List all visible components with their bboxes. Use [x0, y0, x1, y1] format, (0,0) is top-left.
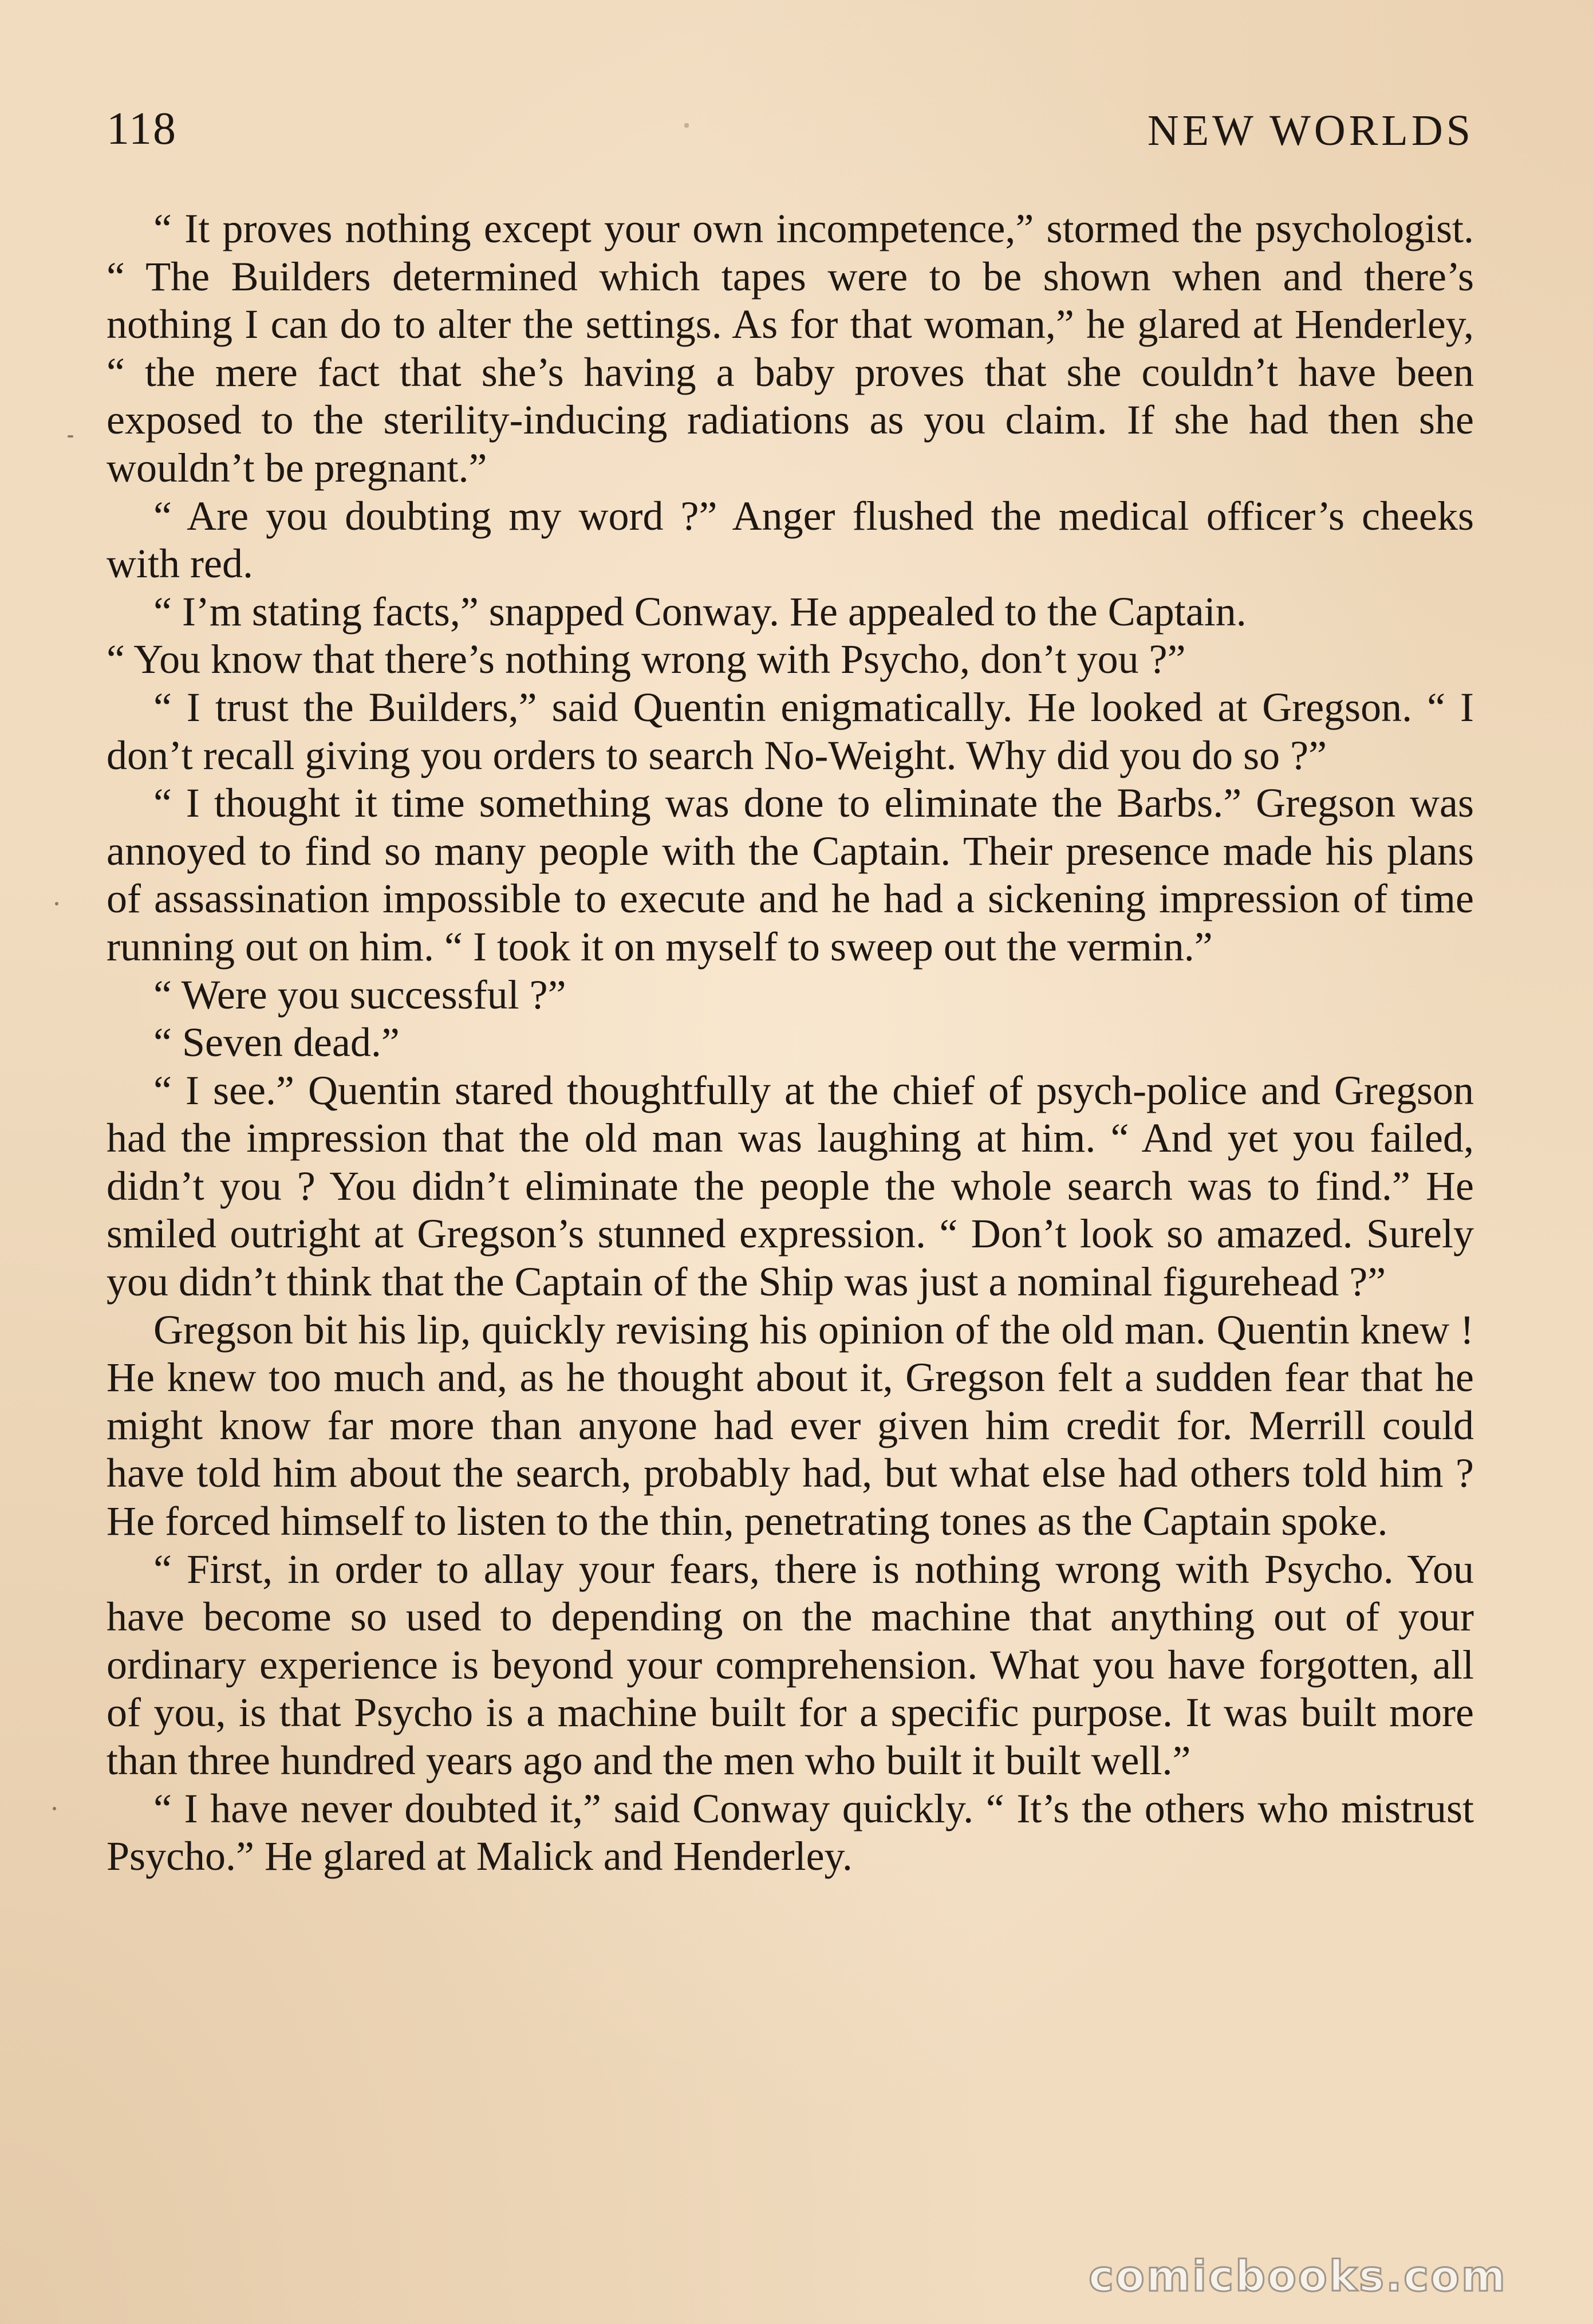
paragraph: “ Were you successful ?”: [153, 971, 566, 1018]
paragraph: “ Are you doubting my word ?” Anger flushed the medical officer’s cheeks with red.: [107, 493, 1474, 587]
paragraph: “ I trust the Builders,” said Quentin enigmatically. He looked at Gregson. “ I don’t recall giving you orders to search No-Weight. Why did you do so ?”: [107, 684, 1474, 778]
paragraph: “ You know that there’s nothing wrong with Psycho, don’t you ?”: [107, 636, 1186, 683]
paragraph: “ It proves nothing except your own incompetence,” stormed the psychologist. “ The Builders determined which tapes were to be shown when and there’s nothing I can do to alter the settings. As for that woman,” he glared at Henderley, “ the mere fact that she’s having a baby proves that she couldn’t have been exposed to the sterility-inducing radiations as you claim. If she had then she wouldn’t be pregnant.”: [107, 206, 1474, 491]
paragraph: “ I thought it time something was done to eliminate the Barbs.” Gregson was annoyed to find so many people with the Captain. Their presence made his plans of assassination impossible to execute and he had a sickening impression of time running out on him. “ I took it on myself to sweep out the vermin.”: [107, 780, 1474, 970]
body-text: [107, 205, 1474, 1881]
paragraph: Gregson bit his lip, quickly revising his opinion of the old man. Quentin knew ! He knew too much and, as he thought about it, Gregson felt a sudden fear that he might know far more than anyone had ever given him credit for. Merrill could have told him about the search, probably had, but what else had others told him ? He forced himself to listen to the thin, penetrating tones as the Captain spoke.: [107, 1306, 1474, 1545]
page-number: 118: [107, 104, 178, 154]
paragraph: “ I’m stating facts,” snapped Conway. He appealed to the Captain.: [153, 588, 1247, 635]
paper-speck: [53, 1807, 56, 1810]
paragraph: “ Seven dead.”: [153, 1019, 400, 1066]
paragraph: “ First, in order to allay your fears, there is nothing wrong with Psycho. You have become so used to depending on the machine that anything out of your ordinary experience is beyond your comprehension. What you have forgotten, all of you, is that Psycho is a machine built for a specific purpose. It was built more than three hundred years ago and the men who built it built well.”: [107, 1546, 1474, 1783]
paper-speck: [68, 435, 73, 438]
paper-speck: [55, 902, 58, 905]
watermark: comicbooks.com: [1089, 2252, 1507, 2301]
paragraph: “ I see.” Quentin stared thoughtfully at the chief of psych-police and Gregson had the impression that the old man was laughing at him. “ And yet you failed, didn’t you ? You didn’t eliminate the people the whole search was to find.” He smiled outright at Gregson’s stunned expression. “ Don’t look so amazed. Surely you didn’t think that the Captain of the Ship was just a nominal figurehead ?”: [107, 1067, 1474, 1305]
paragraph: “ I have never doubted it,” said Conway quickly. “ It’s the others who mistrust Psycho.” He glared at Malick and Henderley.: [107, 1785, 1474, 1880]
paper-speck: [684, 123, 689, 128]
running-title: NEW WORLDS: [1147, 107, 1474, 155]
